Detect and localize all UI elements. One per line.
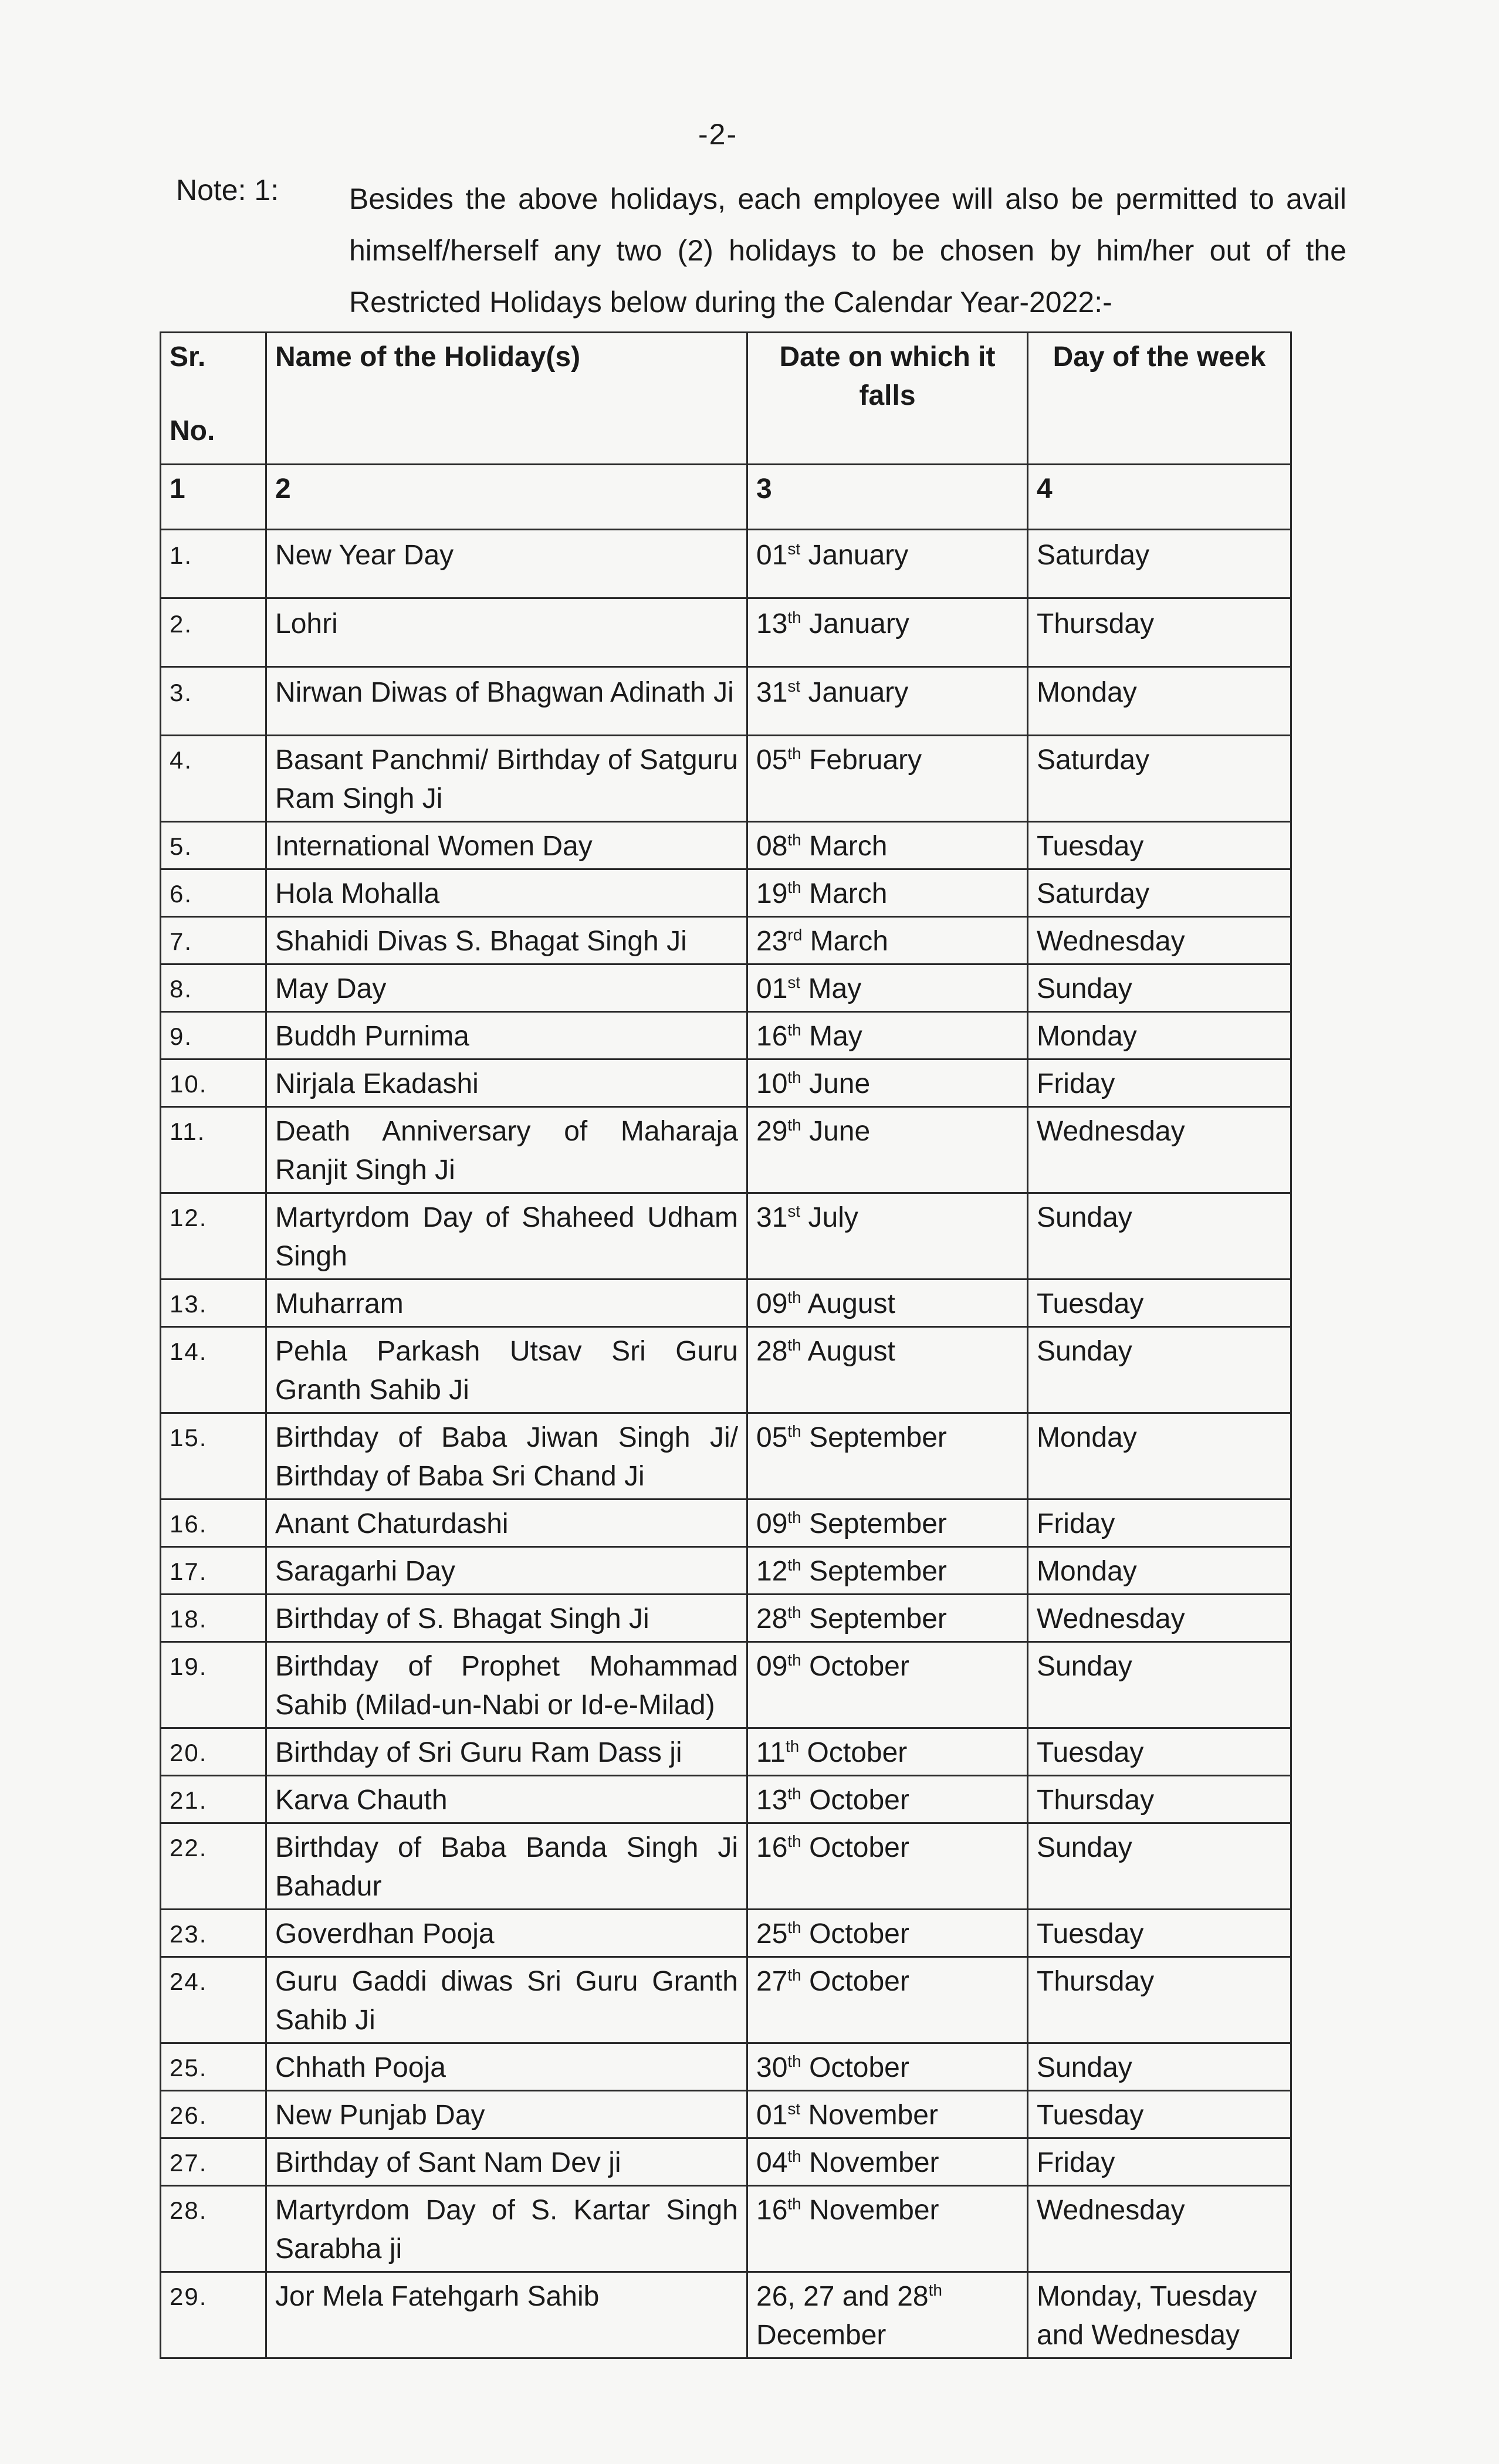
header-no-label: No. — [170, 415, 215, 446]
date-ordinal: rd — [787, 926, 803, 944]
date-month: October — [801, 1785, 909, 1816]
date-day: 01 — [756, 2100, 788, 2131]
date-month: March — [801, 831, 888, 862]
date-day: 04 — [756, 2147, 788, 2178]
note-line: Restricted Holidays below during the Calendar Year-2022:- — [349, 286, 1112, 319]
holiday-date — [747, 1910, 1028, 1957]
date-month: June — [801, 1116, 871, 1147]
day-of-week: Sunday — [1028, 1823, 1291, 1910]
day-of-week: Tuesday — [1028, 1280, 1291, 1327]
table-row — [161, 530, 1291, 598]
restricted-holidays-table — [160, 331, 1292, 2359]
table-row — [161, 1060, 1291, 1107]
date-ordinal: th — [787, 2195, 801, 2213]
serial-number: 6. — [161, 869, 266, 917]
holiday-date — [747, 1012, 1028, 1060]
date-month: November — [801, 2195, 939, 2226]
date-ordinal: th — [787, 744, 801, 763]
date-month: October — [801, 2052, 909, 2083]
date-month: September — [801, 1508, 947, 1539]
date-ordinal: th — [787, 1966, 801, 1984]
date-month: January — [800, 677, 909, 708]
date-day: 13 — [756, 1785, 788, 1816]
serial-number: 8. — [161, 964, 266, 1012]
date-month: October — [801, 1918, 909, 1949]
holiday-name: May Day — [266, 964, 747, 1012]
table-row — [161, 1595, 1291, 1642]
date-month: June — [801, 1068, 871, 1099]
table-row — [161, 736, 1291, 822]
date-day: 10 — [756, 1068, 788, 1099]
holiday-date — [747, 1776, 1028, 1823]
table-row — [161, 1728, 1291, 1776]
date-ordinal: th — [787, 608, 801, 627]
holiday-name: Nirjala Ekadashi — [266, 1060, 747, 1107]
serial-number: 19. — [161, 1642, 266, 1728]
holiday-name: Birthday of Baba Banda Singh Ji Bahadur — [266, 1823, 747, 1910]
date-month: November — [800, 2100, 938, 2131]
serial-number: 28. — [161, 2186, 266, 2272]
day-of-week: Monday, Tuesday and Wednesday — [1028, 2272, 1291, 2358]
holiday-name: Death Anniversary of Maharaja Ranjit Singh Ji — [266, 1107, 747, 1193]
date-ordinal: th — [787, 1288, 801, 1307]
date-day: 01 — [756, 540, 788, 571]
serial-number: 16. — [161, 1500, 266, 1547]
holiday-name: Birthday of Prophet Mohammad Sahib (Milad-un-Nabi or Id-e-Milad) — [266, 1642, 747, 1728]
date-ordinal: th — [928, 2281, 942, 2299]
day-of-week: Sunday — [1028, 2043, 1291, 2091]
date-month: August — [801, 1336, 895, 1367]
date-day: 27 — [756, 1966, 788, 1997]
column-number-row — [161, 465, 1291, 530]
table-row — [161, 1642, 1291, 1728]
holiday-name: Guru Gaddi diwas Sri Guru Granth Sahib Ji — [266, 1957, 747, 2043]
serial-number: 29. — [161, 2272, 266, 2358]
holiday-name: New Year Day — [266, 530, 747, 598]
day-of-week: Tuesday — [1028, 1910, 1291, 1957]
serial-number: 5. — [161, 822, 266, 869]
holiday-date — [747, 1642, 1028, 1728]
holiday-name: Shahidi Divas S. Bhagat Singh Ji — [266, 917, 747, 964]
date-day: 13 — [756, 608, 788, 639]
holiday-date — [747, 1060, 1028, 1107]
day-of-week: Monday — [1028, 667, 1291, 736]
date-ordinal: th — [787, 1021, 801, 1039]
table-row — [161, 822, 1291, 869]
date-month: May — [800, 973, 862, 1004]
day-of-week: Saturday — [1028, 869, 1291, 917]
holiday-date — [747, 1193, 1028, 1280]
date-month: October — [801, 1966, 909, 1997]
serial-number: 10. — [161, 1060, 266, 1107]
holiday-date — [747, 1595, 1028, 1642]
date-ordinal: th — [785, 1737, 800, 1755]
date-ordinal: th — [787, 1116, 801, 1134]
serial-number: 20. — [161, 1728, 266, 1776]
date-month: October — [801, 1832, 909, 1863]
serial-number: 1. — [161, 530, 266, 598]
date-month: July — [800, 1202, 858, 1233]
date-ordinal: th — [787, 1832, 801, 1850]
note-line: himself/herself any two (2) holidays to be chosen by him/her out of the — [349, 234, 1346, 267]
table-row — [161, 1193, 1291, 1280]
day-of-week: Sunday — [1028, 1327, 1291, 1413]
day-of-week: Wednesday — [1028, 1595, 1291, 1642]
date-ordinal: st — [787, 1202, 801, 1220]
holiday-name: Basant Panchmi/ Birthday of Satguru Ram Singh Ji — [266, 736, 747, 822]
date-month: January — [801, 608, 909, 639]
table-row — [161, 1107, 1291, 1193]
table-row — [161, 964, 1291, 1012]
serial-number: 17. — [161, 1547, 266, 1595]
table-row — [161, 667, 1291, 736]
date-day: 19 — [756, 878, 788, 909]
date-day: 31 — [756, 1202, 788, 1233]
table-row — [161, 1280, 1291, 1327]
header-holiday-name: Name of the Holiday(s) — [266, 333, 747, 465]
date-month: September — [801, 1556, 947, 1587]
serial-number: 24. — [161, 1957, 266, 2043]
date-day: 05 — [756, 1422, 788, 1453]
serial-number: 23. — [161, 1910, 266, 1957]
date-day: 28 — [756, 1603, 788, 1634]
date-ordinal: th — [787, 1068, 801, 1087]
holiday-name: Muharram — [266, 1280, 747, 1327]
day-of-week: Thursday — [1028, 1776, 1291, 1823]
date-day: 25 — [756, 1918, 788, 1949]
serial-number: 27. — [161, 2138, 266, 2186]
day-of-week: Saturday — [1028, 530, 1291, 598]
table-row — [161, 1547, 1291, 1595]
serial-number: 13. — [161, 1280, 266, 1327]
date-month: September — [801, 1603, 947, 1634]
note-label: Note: 1: — [176, 174, 279, 207]
note-text — [349, 173, 1346, 328]
table-row — [161, 1957, 1291, 2043]
holiday-name: Saragarhi Day — [266, 1547, 747, 1595]
date-day: 12 — [756, 1556, 788, 1587]
date-day: 16 — [756, 1832, 788, 1863]
date-ordinal: th — [787, 1918, 801, 1937]
date-month: January — [800, 540, 909, 571]
serial-number: 7. — [161, 917, 266, 964]
holiday-date — [747, 1500, 1028, 1547]
serial-number: 11. — [161, 1107, 266, 1193]
note-line: Besides the above holidays, each employee will also be permitted to avail — [349, 182, 1346, 215]
table-row — [161, 2043, 1291, 2091]
table-row — [161, 1413, 1291, 1500]
day-of-week: Tuesday — [1028, 1728, 1291, 1776]
day-of-week: Sunday — [1028, 1642, 1291, 1728]
serial-number: 2. — [161, 598, 266, 667]
date-ordinal: th — [787, 831, 801, 849]
serial-number: 12. — [161, 1193, 266, 1280]
day-of-week: Wednesday — [1028, 1107, 1291, 1193]
date-month: March — [801, 878, 888, 909]
holiday-name: Birthday of Sant Nam Dev ji — [266, 2138, 747, 2186]
holiday-date — [747, 917, 1028, 964]
date-day: 16 — [756, 1021, 788, 1052]
table-row — [161, 917, 1291, 964]
day-of-week: Monday — [1028, 1413, 1291, 1500]
holiday-date — [747, 2138, 1028, 2186]
serial-number: 14. — [161, 1327, 266, 1413]
table-row — [161, 1910, 1291, 1957]
holiday-date — [747, 1823, 1028, 1910]
date-month: October — [801, 1651, 909, 1682]
holiday-name: Martyrdom Day of S. Kartar Singh Sarabha ji — [266, 2186, 747, 2272]
day-of-week: Monday — [1028, 1547, 1291, 1595]
holiday-date — [747, 822, 1028, 869]
date-ordinal: st — [787, 2100, 801, 2118]
date-ordinal: th — [787, 1556, 801, 1574]
day-of-week: Sunday — [1028, 1193, 1291, 1280]
date-ordinal: th — [787, 1651, 801, 1669]
table-row — [161, 2272, 1291, 2358]
page-number: -2- — [698, 118, 738, 151]
header-date: Date on which it falls — [747, 333, 1028, 465]
day-of-week: Friday — [1028, 1500, 1291, 1547]
date-ordinal: st — [787, 540, 801, 558]
date-month: December — [756, 2281, 950, 2351]
serial-number: 25. — [161, 2043, 266, 2091]
date-day: 28 — [756, 1336, 788, 1367]
holiday-name: Birthday of S. Bhagat Singh Ji — [266, 1595, 747, 1642]
table-row — [161, 2186, 1291, 2272]
holiday-date — [747, 1547, 1028, 1595]
date-ordinal: st — [787, 677, 801, 695]
date-month: September — [801, 1422, 947, 1453]
table-row — [161, 598, 1291, 667]
serial-number: 21. — [161, 1776, 266, 1823]
serial-number: 15. — [161, 1413, 266, 1500]
holiday-name: Karva Chauth — [266, 1776, 747, 1823]
date-ordinal: th — [787, 878, 801, 896]
date-day: 16 — [756, 2195, 788, 2226]
serial-number: 9. — [161, 1012, 266, 1060]
table-row — [161, 1776, 1291, 1823]
header-sr-no — [161, 333, 266, 465]
holiday-name: Lohri — [266, 598, 747, 667]
date-ordinal: th — [787, 1785, 801, 1803]
header-sr-label: Sr. — [170, 341, 206, 373]
serial-number: 3. — [161, 667, 266, 736]
column-number: 4 — [1028, 465, 1291, 530]
holiday-name: Hola Mohalla — [266, 869, 747, 917]
holiday-date — [747, 1107, 1028, 1193]
date-ordinal: th — [787, 1422, 801, 1440]
date-ordinal: st — [787, 973, 801, 991]
date-day: 05 — [756, 744, 788, 776]
holiday-name: Martyrdom Day of Shaheed Udham Singh — [266, 1193, 747, 1280]
date-day: 09 — [756, 1651, 788, 1682]
holiday-name: Buddh Purnima — [266, 1012, 747, 1060]
holiday-date — [747, 869, 1028, 917]
holiday-date — [747, 1728, 1028, 1776]
day-of-week: Saturday — [1028, 736, 1291, 822]
day-of-week: Thursday — [1028, 1957, 1291, 2043]
date-day: 30 — [756, 2052, 788, 2083]
holiday-date — [747, 2091, 1028, 2138]
holiday-name: Anant Chaturdashi — [266, 1500, 747, 1547]
serial-number: 22. — [161, 1823, 266, 1910]
date-day: 01 — [756, 973, 788, 1004]
date-ordinal: th — [787, 1336, 801, 1354]
holiday-name: International Women Day — [266, 822, 747, 869]
date-day: 08 — [756, 831, 788, 862]
date-day: 26, 27 and 28 — [756, 2281, 929, 2312]
date-day: 11 — [756, 1737, 786, 1768]
holiday-date — [747, 1957, 1028, 2043]
holiday-name: Chhath Pooja — [266, 2043, 747, 2091]
table-row — [161, 869, 1291, 917]
holiday-name: Pehla Parkash Utsav Sri Guru Granth Sahib Ji — [266, 1327, 747, 1413]
table-row — [161, 1012, 1291, 1060]
holiday-date — [747, 736, 1028, 822]
holiday-date — [747, 2043, 1028, 2091]
holiday-date — [747, 1413, 1028, 1500]
holiday-name: New Punjab Day — [266, 2091, 747, 2138]
day-of-week: Thursday — [1028, 598, 1291, 667]
day-of-week: Monday — [1028, 1012, 1291, 1060]
date-month: November — [801, 2147, 939, 2178]
holiday-date — [747, 2186, 1028, 2272]
column-number: 3 — [747, 465, 1028, 530]
date-day: 31 — [756, 677, 788, 708]
date-day: 23 — [756, 926, 788, 957]
day-of-week: Tuesday — [1028, 822, 1291, 869]
date-ordinal: th — [787, 2147, 801, 2165]
column-number: 1 — [161, 465, 266, 530]
holiday-name: Birthday of Sri Guru Ram Dass ji — [266, 1728, 747, 1776]
holiday-date — [747, 964, 1028, 1012]
date-day: 09 — [756, 1288, 788, 1319]
holiday-date — [747, 1280, 1028, 1327]
serial-number: 26. — [161, 2091, 266, 2138]
table-row — [161, 2138, 1291, 2186]
holiday-date — [747, 1327, 1028, 1413]
holiday-date — [747, 2272, 1028, 2358]
header-day: Day of the week — [1028, 333, 1291, 465]
date-day: 09 — [756, 1508, 788, 1539]
holiday-date — [747, 598, 1028, 667]
date-month: October — [799, 1737, 908, 1768]
day-of-week: Tuesday — [1028, 2091, 1291, 2138]
date-month: February — [801, 744, 922, 776]
date-ordinal: th — [787, 2052, 801, 2070]
day-of-week: Friday — [1028, 1060, 1291, 1107]
date-month: May — [801, 1021, 862, 1052]
table-row — [161, 1823, 1291, 1910]
table-row — [161, 1500, 1291, 1547]
day-of-week: Wednesday — [1028, 917, 1291, 964]
day-of-week: Friday — [1028, 2138, 1291, 2186]
holiday-date — [747, 667, 1028, 736]
date-day: 29 — [756, 1116, 788, 1147]
table-row — [161, 2091, 1291, 2138]
holiday-name: Nirwan Diwas of Bhagwan Adinath Ji — [266, 667, 747, 736]
holiday-date — [747, 530, 1028, 598]
date-month: August — [801, 1288, 895, 1319]
day-of-week: Wednesday — [1028, 2186, 1291, 2272]
serial-number: 4. — [161, 736, 266, 822]
holiday-name: Birthday of Baba Jiwan Singh Ji/ Birthday of Baba Sri Chand Ji — [266, 1413, 747, 1500]
table-header-row — [161, 333, 1291, 465]
date-ordinal: th — [787, 1508, 801, 1527]
holiday-name: Goverdhan Pooja — [266, 1910, 747, 1957]
serial-number: 18. — [161, 1595, 266, 1642]
day-of-week: Sunday — [1028, 964, 1291, 1012]
date-month: March — [802, 926, 888, 957]
date-ordinal: th — [787, 1603, 801, 1622]
holiday-name: Jor Mela Fatehgarh Sahib — [266, 2272, 747, 2358]
table-row — [161, 1327, 1291, 1413]
column-number: 2 — [266, 465, 747, 530]
